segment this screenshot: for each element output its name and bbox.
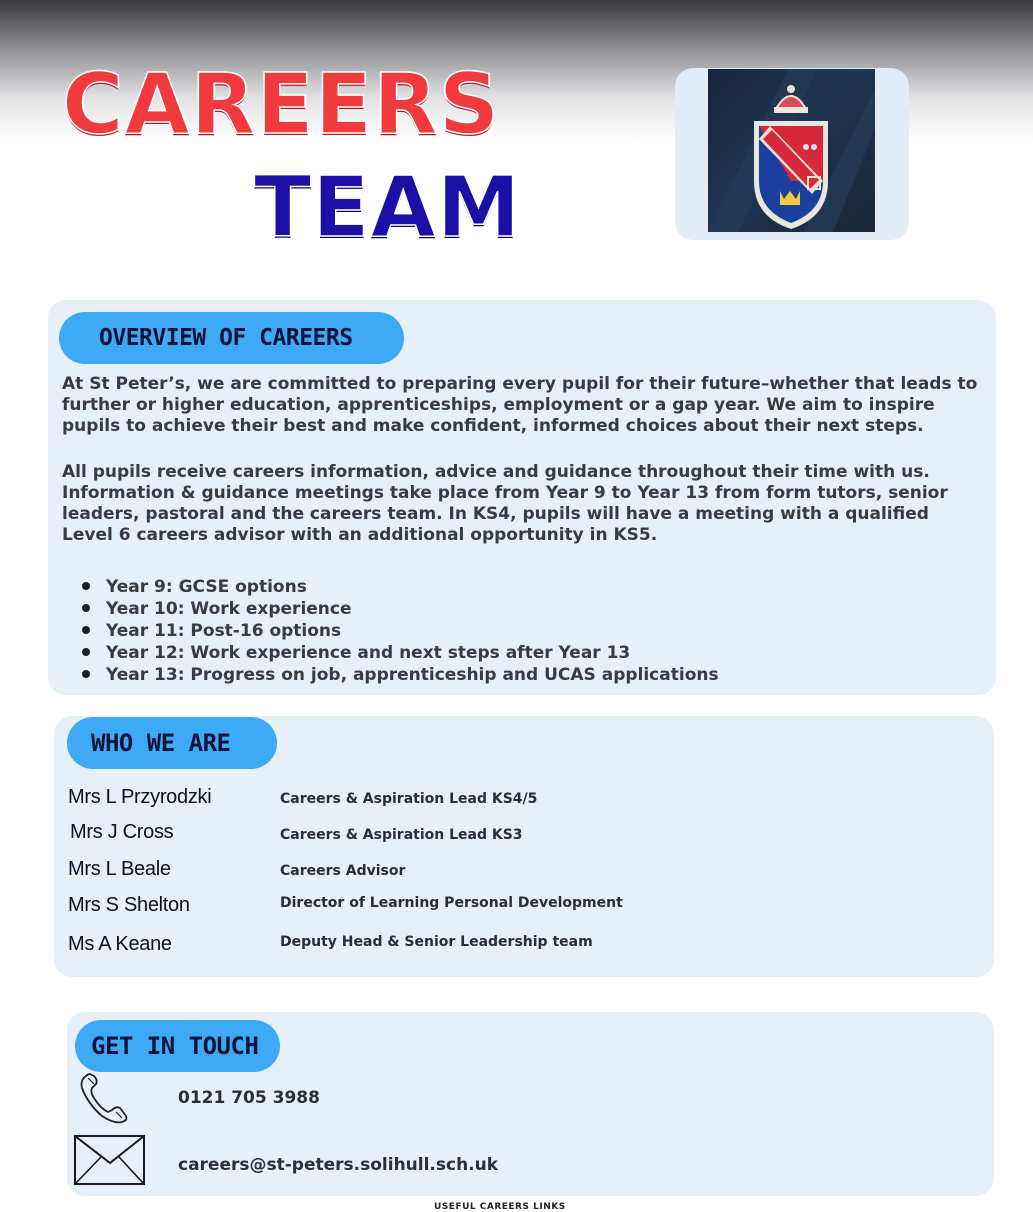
title-team: TEAM: [254, 158, 522, 256]
logo-container: [675, 68, 909, 240]
crest-icon: [708, 69, 875, 232]
email-address[interactable]: careers@st-peters.solihull.sch.uk: [178, 1155, 499, 1175]
footer-useful-links: USEFUL CAREERS LINKS: [434, 1202, 566, 1212]
list-item: Year 9: GCSE options: [80, 576, 719, 598]
phone-icon: [78, 1072, 130, 1126]
team-member-name: Mrs L Beale: [68, 858, 171, 880]
contact-heading: GET IN TOUCH: [75, 1020, 280, 1072]
overview-paragraph-1: At St Peter’s, we are committed to preparing every pupil for their future–whether that leads to further or higher education, apprenticeships, employment or a gap year. We aim to inspire pupils to achieve their best and make confident, informed choices about their next steps.: [62, 374, 978, 436]
school-crest-logo: [708, 69, 875, 232]
list-item: Year 12: Work experience and next steps after Year 13: [80, 642, 719, 664]
team-member-name: Mrs J Cross: [70, 821, 174, 843]
team-member-role: Deputy Head & Senior Leadership team: [280, 934, 593, 950]
team-member-role: Director of Learning Personal Development: [280, 895, 623, 911]
title-careers: CAREERS: [62, 55, 501, 153]
phone-number[interactable]: 0121 705 3988: [178, 1088, 320, 1108]
team-member-name: Ms A Keane: [68, 933, 172, 955]
team-member-role: Careers & Aspiration Lead KS4/5: [280, 791, 538, 807]
list-item: Year 10: Work experience: [80, 598, 719, 620]
overview-paragraph-2: All pupils receive careers information, advice and guidance throughout their time with us. Information & guidance meetings take place from Year 9 to Year 13 from form tutors, senior leaders, pastoral and the careers team. In KS4, pupils will have a meeting with a qualified Level 6 careers advisor with an additional opportunity in KS5.: [62, 462, 948, 545]
envelope-icon: [73, 1133, 147, 1187]
overview-heading: OVERVIEW OF CAREERS: [59, 312, 404, 364]
list-item: Year 11: Post-16 options: [80, 620, 719, 642]
team-member-name: Mrs S Shelton: [68, 894, 190, 916]
year-bullet-list: [80, 576, 719, 686]
team-member-role: Careers & Aspiration Lead KS3: [280, 827, 523, 843]
who-we-are-heading: WHO WE ARE: [67, 717, 277, 769]
team-member-name: Mrs L Przyrodzki: [68, 786, 212, 808]
list-item: Year 13: Progress on job, apprenticeship and UCAS applications: [80, 664, 719, 686]
team-member-role: Careers Advisor: [280, 863, 406, 879]
